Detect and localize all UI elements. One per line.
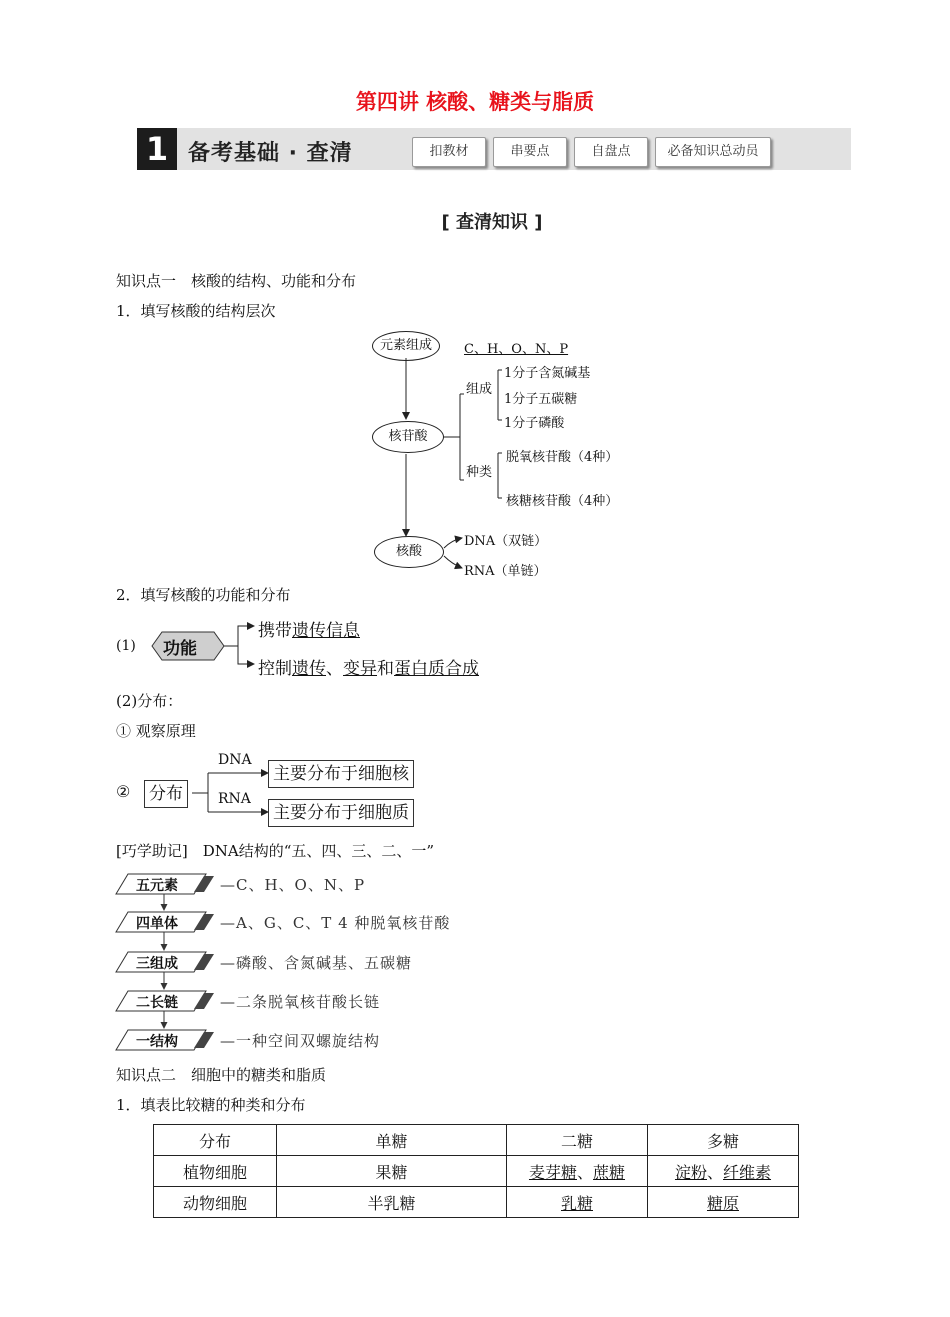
mnemonic-label-three: 三组成	[136, 956, 178, 972]
distribution-label: (2)分布：	[116, 692, 183, 710]
table-cell: 植物细胞	[154, 1156, 277, 1187]
table-row	[154, 1187, 799, 1218]
dist-label-box: 分布	[144, 780, 188, 808]
function-label: 功能	[163, 639, 197, 659]
tab-knowledge-review[interactable]: 必备知识总动员	[655, 137, 771, 167]
section-number-badge: 1	[137, 128, 177, 170]
function-line1: 携带遗传信息	[258, 621, 360, 641]
distribution-connector	[190, 760, 270, 820]
tab-self-check[interactable]: 自盘点	[574, 137, 648, 167]
kp1-item1: 1．填写核酸的结构层次	[116, 302, 276, 320]
table-header-cell: 单糖	[277, 1125, 507, 1156]
table-row	[154, 1156, 799, 1187]
table-header-row	[154, 1125, 799, 1156]
banner-heading: 备考基础 · 查清	[188, 141, 353, 166]
mnemonic-text-three: —磷酸、含氮碱基、五碳糖	[220, 954, 413, 972]
tab-textbook[interactable]: 扣教材	[412, 137, 486, 167]
table-cell: 麦芽糖、蔗糖	[507, 1156, 648, 1187]
node-nucleotide: 核苷酸	[372, 421, 444, 453]
mnemonic-label-two: 二长链	[136, 995, 178, 1011]
mnemonic-text-five: —C、H、O、N、P	[220, 876, 366, 894]
mnemonic-label-four: 四单体	[136, 916, 178, 932]
kp1-item2: 2．填写核酸的功能和分布	[116, 586, 291, 604]
table-header-cell: 分布	[154, 1125, 277, 1156]
observation-principle: ① 观察原理	[116, 722, 196, 740]
page-title: 第四讲 核酸、糖类与脂质	[355, 90, 595, 114]
table-cell: 半乳糖	[277, 1187, 507, 1218]
section-heading: [ 查清知识 ]	[441, 212, 543, 233]
mnemonic-text-two: —二条脱氧核苷酸长链	[220, 993, 381, 1011]
nucleic-rna: RNA（单链）	[464, 564, 547, 579]
dist-dna: DNA	[218, 752, 252, 768]
composition-base: 1分子含氮碱基	[504, 366, 591, 381]
table-cell: 糖原	[648, 1187, 799, 1218]
mnemonic-label-five: 五元素	[136, 878, 178, 894]
composition-phosphate: 1分子磷酸	[504, 416, 565, 431]
table-cell: 乳糖	[507, 1187, 648, 1218]
tab-key-points[interactable]: 串要点	[493, 137, 567, 167]
rna-location-box: 主要分布于细胞质	[268, 799, 414, 827]
nucleic-dna: DNA（双链）	[464, 534, 548, 549]
kp1-heading: 知识点一 核酸的结构、功能和分布	[116, 272, 357, 290]
composition-label: 组成	[466, 382, 493, 397]
sugar-table	[153, 1124, 799, 1218]
table-cell: 淀粉、纤维素	[648, 1156, 799, 1187]
types-label: 种类	[466, 465, 493, 480]
table-cell: 果糖	[277, 1156, 507, 1187]
kp2-heading: 知识点二 细胞中的糖类和脂质	[116, 1066, 327, 1084]
table-header-cell: 二糖	[507, 1125, 648, 1156]
type-deoxy: 脱氧核苷酸（4种）	[506, 450, 619, 465]
type-ribo: 核糖核苷酸（4种）	[506, 494, 619, 509]
table-cell: 动物细胞	[154, 1187, 277, 1218]
function-prefix: (1)	[116, 638, 136, 654]
dist-circled-number: ②	[116, 782, 131, 801]
table-header-cell: 多糖	[648, 1125, 799, 1156]
mnemonic-text-one: —一种空间双螺旋结构	[220, 1032, 381, 1050]
node-nucleic-acid: 核酸	[374, 536, 444, 568]
node-elements: 元素组成	[372, 331, 440, 361]
dist-rna: RNA	[218, 791, 251, 807]
dna-location-box: 主要分布于细胞核	[268, 760, 414, 788]
composition-sugar: 1分子五碳糖	[504, 392, 578, 407]
mnemonic-text-four: —A、G、C、T 4 种脱氧核苷酸	[220, 914, 451, 932]
kp2-item1: 1．填表比较糖的种类和分布	[116, 1096, 306, 1114]
elements-answer: C、H、O、N、P	[464, 342, 569, 357]
mnemonic-heading: [巧学助记] DNA结构的“五、四、三、二、一”	[116, 842, 435, 860]
function-line2: 控制遗传、变异和蛋白质合成	[258, 659, 479, 679]
mnemonic-label-one: 一结构	[136, 1034, 178, 1050]
